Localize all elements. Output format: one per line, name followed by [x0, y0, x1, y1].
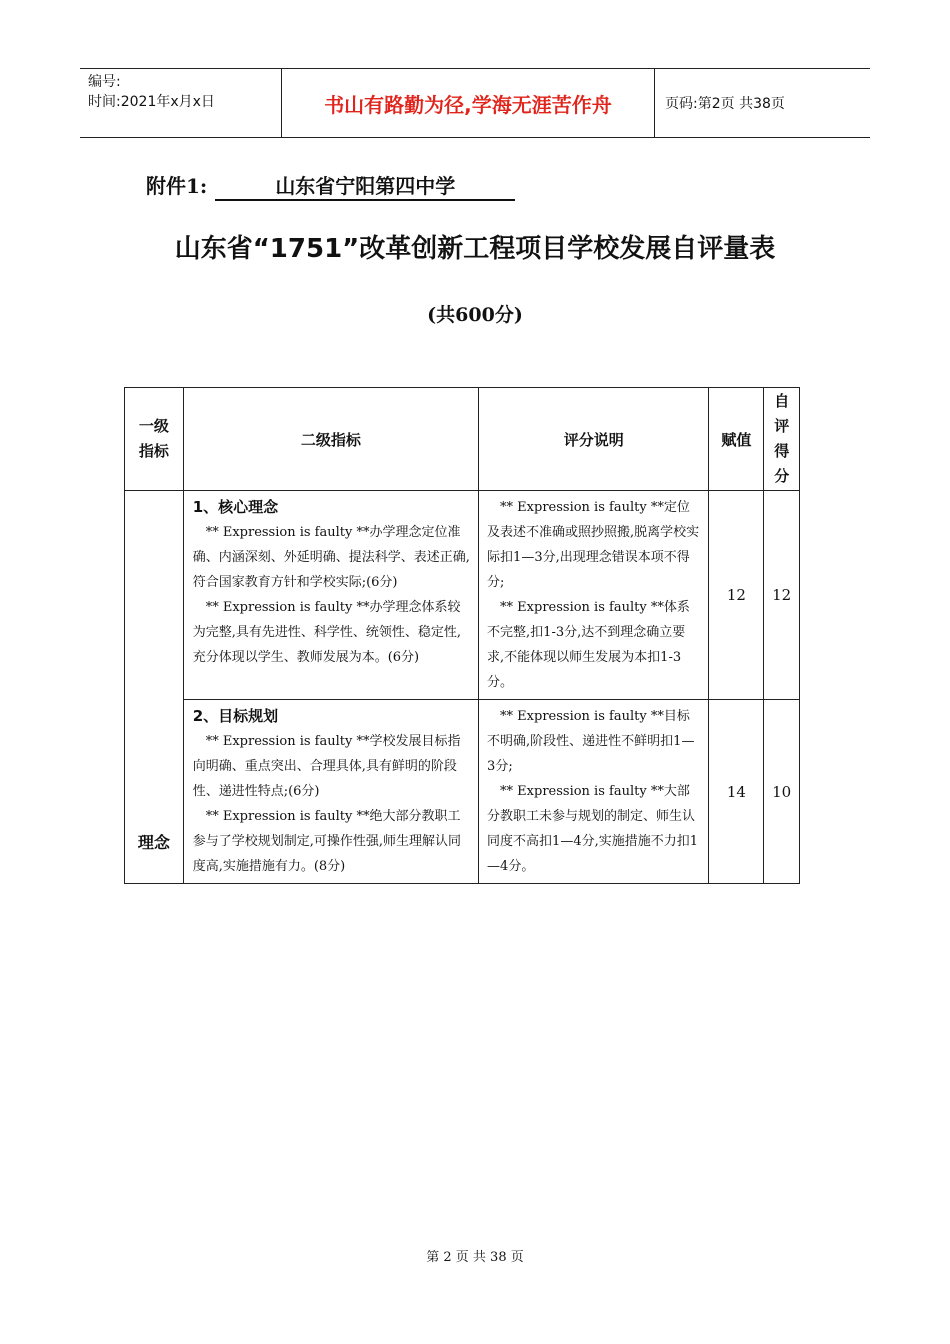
- criteria-item: ** Expression is faulty **学校发展目标指向明确、重点突出、合理具体,具有鲜明的阶段性、递进性特点;(6分): [192, 734, 461, 799]
- header-level2: 二级指标: [183, 388, 478, 491]
- table-row: [125, 491, 800, 700]
- explanation-item: ** Expression is faulty **体系不完整,扣1-3分,达不到理念确立要求,不能体现以师生发展为本扣1-3分。: [487, 600, 690, 690]
- criteria-title: 2、目标规划: [192, 707, 279, 725]
- criteria-item: ** Expression is faulty **办学理念体系较为完整,具有先进性、科学性、统领性、稳定性,充分体现以学生、教师发展为本。(6分): [192, 600, 461, 665]
- level1-cell: 理念: [125, 491, 184, 884]
- score-cell: 10: [764, 700, 800, 884]
- page-footer: 第 2 页 共 38 页: [426, 1250, 524, 1265]
- criteria-cell: [183, 491, 478, 700]
- header-level1: 一级 指标: [125, 388, 184, 491]
- criteria-item: ** Expression is faulty **办学理念定位准确、内涵深刻、外延明确、提法科学、表述正确,符合国家教育方针和学校实际;(6分): [192, 525, 470, 590]
- header-motto: 书山有路勤为径,学海无涯苦作舟: [282, 69, 655, 137]
- criteria-item: ** Expression is faulty **绝大部分教职工参与了学校规划制定,可操作性强,师生理解认同度高,实施措施有力。(8分): [192, 809, 461, 874]
- explanation-item: ** Expression is faulty **定位及表述不准确或照抄照搬,脱离学校实际扣1—3分,出现理念错误本项不得分;: [487, 500, 700, 590]
- header-self-score: 自 评 得 分: [764, 388, 800, 491]
- explanation-item: ** Expression is faulty **目标不明确,阶段性、递进性不鲜明扣1—3分;: [487, 709, 695, 774]
- table-row: [125, 700, 800, 884]
- value-cell: 14: [709, 700, 764, 884]
- attachment-line: [146, 170, 515, 201]
- header-explanation: 评分说明: [479, 388, 709, 491]
- explanation-cell: [479, 700, 709, 884]
- score-cell: 12: [764, 491, 800, 700]
- explanation-cell: [479, 491, 709, 700]
- document-subtitle: (共600分): [427, 304, 523, 326]
- page-header: [80, 68, 870, 138]
- criteria-title: 1、核心理念: [192, 498, 279, 516]
- value-cell: 12: [709, 491, 764, 700]
- header-meta: [80, 69, 282, 137]
- school-name: 山东省宁阳第四中学: [215, 170, 515, 201]
- number-label: 编号:: [88, 74, 121, 90]
- document-title: 山东省“1751”改革创新工程项目学校发展自评量表: [174, 234, 776, 264]
- table-header-row: [125, 388, 800, 491]
- explanation-item: ** Expression is faulty **大部分教职工未参与规划的制定、师生认同度不高扣1—4分,实施措施不力扣1—4分。: [487, 784, 698, 874]
- evaluation-table: [124, 387, 800, 884]
- header-page-info: 页码:第2页 共38页: [665, 96, 785, 112]
- header-value: 赋值: [709, 388, 764, 491]
- criteria-cell: [183, 700, 478, 884]
- time-label: 时间:2021年x月x日: [88, 94, 215, 110]
- attachment-label: 附件1:: [146, 174, 208, 198]
